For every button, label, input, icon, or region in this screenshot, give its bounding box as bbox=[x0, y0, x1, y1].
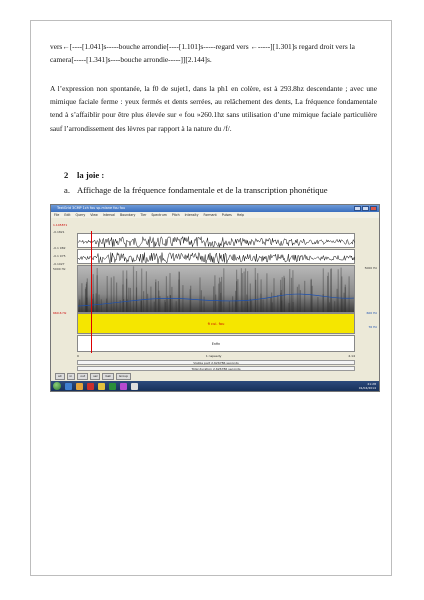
spectrogram-band bbox=[300, 290, 301, 313]
word-icon bbox=[131, 383, 138, 390]
spectrogram-band bbox=[345, 285, 346, 313]
spectrogram-band bbox=[150, 287, 151, 313]
section-title: la joie : bbox=[77, 170, 105, 180]
spectrogram-band bbox=[245, 268, 246, 313]
spectrogram-band bbox=[257, 273, 258, 313]
right-label-1: 5000 Hz bbox=[364, 266, 377, 270]
menu-query: Query bbox=[75, 213, 86, 217]
spectrogram-band bbox=[199, 277, 200, 313]
spectrogram-band bbox=[341, 268, 342, 313]
left-label-1: -0.1821 bbox=[53, 230, 65, 234]
spectrogram-band bbox=[123, 271, 124, 314]
spectrogram-band bbox=[337, 289, 338, 313]
spectrogram-band bbox=[167, 296, 168, 313]
zoom-out-button: out bbox=[77, 373, 88, 380]
zoom-sel-button: sel bbox=[90, 373, 100, 380]
spectrogram-band bbox=[323, 268, 324, 313]
spectrogram-band bbox=[176, 301, 177, 313]
spectrogram-band bbox=[237, 279, 238, 313]
time-row bbox=[77, 354, 355, 359]
spectrogram-band bbox=[128, 288, 129, 313]
spectrogram-band bbox=[304, 281, 305, 313]
start-orb-icon bbox=[53, 382, 61, 390]
spectrogram-band bbox=[255, 268, 256, 313]
folder-icon bbox=[76, 383, 83, 390]
spectrogram-band bbox=[266, 273, 267, 313]
spectrogram-band bbox=[101, 299, 102, 313]
spectrogram-band bbox=[201, 290, 202, 313]
spectrogram-band bbox=[232, 296, 233, 313]
spectrogram-band bbox=[97, 275, 98, 313]
zoom-in-button: in bbox=[67, 373, 76, 380]
spectrogram-band bbox=[229, 301, 230, 313]
right-label-3: 76 Hz bbox=[368, 325, 377, 329]
spectrogram-band bbox=[179, 271, 180, 313]
spectrogram-band bbox=[154, 302, 155, 313]
spectrogram-band bbox=[242, 273, 243, 313]
waveform-channel-1 bbox=[77, 233, 355, 248]
spectrogram-band bbox=[143, 291, 144, 313]
spectrogram-band bbox=[273, 278, 274, 313]
spectrogram-band bbox=[292, 270, 293, 313]
explorer-icon bbox=[65, 383, 72, 390]
total-duration-bar bbox=[77, 366, 355, 371]
left-label-3: -0.1 975 bbox=[53, 254, 66, 258]
tier-1-interval: fi cui. fou bbox=[77, 313, 355, 334]
spectrogram-band bbox=[164, 300, 165, 313]
spectrogram-band bbox=[136, 271, 137, 313]
app-icon bbox=[109, 383, 116, 390]
chrome-icon bbox=[98, 383, 105, 390]
spectrogram-band bbox=[133, 266, 134, 313]
spectrogram-band bbox=[113, 276, 114, 313]
waveform-channel-2 bbox=[77, 249, 355, 264]
spectrogram-band bbox=[171, 287, 172, 313]
window-title: TextGrid 3CMP 1ch fou sp-miane fou fou bbox=[57, 206, 126, 210]
menu-intensity: Intensity bbox=[184, 213, 199, 217]
spectrogram-band bbox=[261, 279, 262, 313]
menu-formant: Formant bbox=[203, 213, 217, 217]
tray-time: 21:28 bbox=[367, 382, 376, 386]
time-left: 0 bbox=[77, 354, 79, 358]
spectrogram-band bbox=[277, 295, 278, 313]
left-label-6: 660.6 Hz bbox=[53, 311, 67, 315]
spectrogram-band bbox=[244, 272, 245, 314]
maximize-icon bbox=[362, 206, 369, 211]
left-label-5: 5000 Hz bbox=[53, 267, 66, 271]
group-checkbox: Group bbox=[116, 373, 131, 380]
spectrogram-band bbox=[328, 272, 329, 313]
spectrogram-band bbox=[223, 268, 224, 313]
spectrogram-band bbox=[317, 297, 318, 313]
spectrogram-band bbox=[130, 288, 131, 313]
spectrogram-band bbox=[87, 278, 88, 313]
menu-pitch: Pitch bbox=[171, 213, 180, 217]
spectrogram-band bbox=[92, 299, 93, 313]
spectrogram-band bbox=[236, 270, 237, 313]
spectrogram-band bbox=[116, 283, 117, 314]
menu-boundary: Boundary bbox=[120, 213, 136, 217]
close-icon bbox=[370, 206, 377, 211]
spectrogram-band bbox=[147, 294, 148, 313]
cursor-line bbox=[91, 231, 92, 353]
spectrogram-band bbox=[271, 293, 272, 314]
spectrogram-svg bbox=[78, 266, 355, 313]
zoom-buttons bbox=[55, 373, 131, 380]
taskbar bbox=[51, 381, 379, 391]
spectrogram-band bbox=[343, 293, 344, 313]
menu-interval: Interval bbox=[102, 213, 116, 217]
time-right: 2.14 bbox=[348, 354, 355, 358]
spectrogram-band bbox=[146, 271, 147, 313]
subsection-letter: a. bbox=[64, 185, 70, 195]
praat-screenshot bbox=[50, 204, 380, 392]
spectrogram-band bbox=[297, 287, 298, 313]
spectrogram-band bbox=[235, 300, 236, 313]
spectrogram-band bbox=[281, 290, 282, 313]
spectrogram-band bbox=[213, 286, 214, 313]
spectrogram-band bbox=[250, 299, 251, 313]
subsection-title: Affichage de la fréquence fondamentale et de la transcription phonétique bbox=[77, 185, 328, 195]
spectrogram-band bbox=[338, 269, 339, 313]
cursor-time: 1.145871 bbox=[53, 223, 68, 227]
zoom-all-button: all bbox=[55, 373, 65, 380]
spectrogram-band bbox=[155, 279, 156, 313]
menu-help: Help bbox=[236, 213, 245, 217]
section-heading bbox=[64, 170, 104, 180]
section-number: 2 bbox=[64, 170, 69, 180]
spectrogram-band bbox=[204, 297, 205, 313]
spectrogram-band bbox=[283, 276, 284, 313]
zoom-back-button: bak bbox=[102, 373, 113, 380]
spectrogram-band bbox=[342, 299, 343, 313]
visible-text: Visible part 2.626786 seconds bbox=[193, 361, 239, 365]
menu-view: View bbox=[90, 213, 98, 217]
menu-spectrum: Spectrum bbox=[151, 213, 167, 217]
media-icon bbox=[87, 383, 94, 390]
spectrogram-band bbox=[288, 303, 289, 313]
minimize-icon bbox=[354, 206, 361, 211]
paragraph-timestamps: vers←[----[1.041]s-----bouche arrondie[----[1.101]s-----regard vers ←-----][1.301]s regard droit vers la camera[-----[1.341]s----bouche arrondie-----]][2.144]s. bbox=[50, 42, 355, 65]
spectrogram-band bbox=[158, 291, 159, 314]
menu-file: File bbox=[54, 213, 60, 217]
spectrogram bbox=[77, 265, 355, 313]
left-label-2: -0.1 982 bbox=[53, 246, 66, 250]
waveform-2-svg bbox=[78, 251, 355, 265]
spectrogram-band bbox=[111, 278, 112, 314]
menu-tier: Tier bbox=[140, 213, 147, 217]
paragraph-analysis: A l’expression non spontanée, la f0 de sujet1, dans la ph1 en colère, est à 293.8hz descendante ; avec une mimique faciale ferme : yeux fermés et dents serrées, au relâchement des dents, La fréquence fondamentale tend à s’affaiblir pour être plus élevée sur « fou »260.1hz sans utilisation d’une mimique faciale particulière sauf l’arrondissement des lèvres par rapport à la nature du /f/. bbox=[50, 84, 377, 133]
spectrogram-band bbox=[182, 285, 183, 313]
spectrogram-band bbox=[263, 300, 264, 314]
spectrogram-band bbox=[98, 295, 99, 314]
spectrogram-band bbox=[334, 301, 335, 313]
spectrogram-band bbox=[251, 301, 252, 314]
subsection-heading bbox=[64, 185, 328, 195]
left-label-4: -0.1027 bbox=[53, 262, 65, 266]
tier-2-interval: Enfin bbox=[77, 335, 355, 352]
spectrogram-band bbox=[298, 284, 299, 313]
window-title-bar bbox=[51, 205, 379, 212]
tray-date: 01/04/2014 bbox=[358, 386, 376, 390]
menu-pulses: Pulses bbox=[221, 213, 232, 217]
menu-edit: Edit bbox=[64, 213, 71, 217]
spectrogram-band bbox=[106, 299, 107, 313]
time-center: 1 nspeedy bbox=[205, 354, 222, 358]
spectrogram-band bbox=[349, 276, 350, 313]
spectrogram-band bbox=[81, 283, 82, 313]
waveform-1-svg bbox=[78, 235, 355, 249]
spectrogram-band bbox=[140, 300, 141, 313]
spectrogram-band bbox=[220, 293, 221, 313]
spectrogram-band bbox=[291, 278, 292, 313]
spectrogram-band bbox=[247, 271, 248, 313]
praat-icon bbox=[120, 383, 127, 390]
system-tray bbox=[359, 382, 376, 390]
spectrogram-band bbox=[311, 279, 312, 313]
spectrogram-band bbox=[329, 302, 330, 313]
spectrogram-band bbox=[215, 295, 216, 314]
spectrogram-band bbox=[219, 278, 220, 313]
right-label-2: 600 Hz bbox=[366, 311, 377, 315]
total-text: Total duration 2.626786 seconds bbox=[191, 367, 241, 371]
menu-bar bbox=[51, 212, 379, 218]
spectrogram-band bbox=[330, 269, 331, 313]
visible-part-bar bbox=[77, 360, 355, 365]
window-controls bbox=[354, 206, 377, 211]
